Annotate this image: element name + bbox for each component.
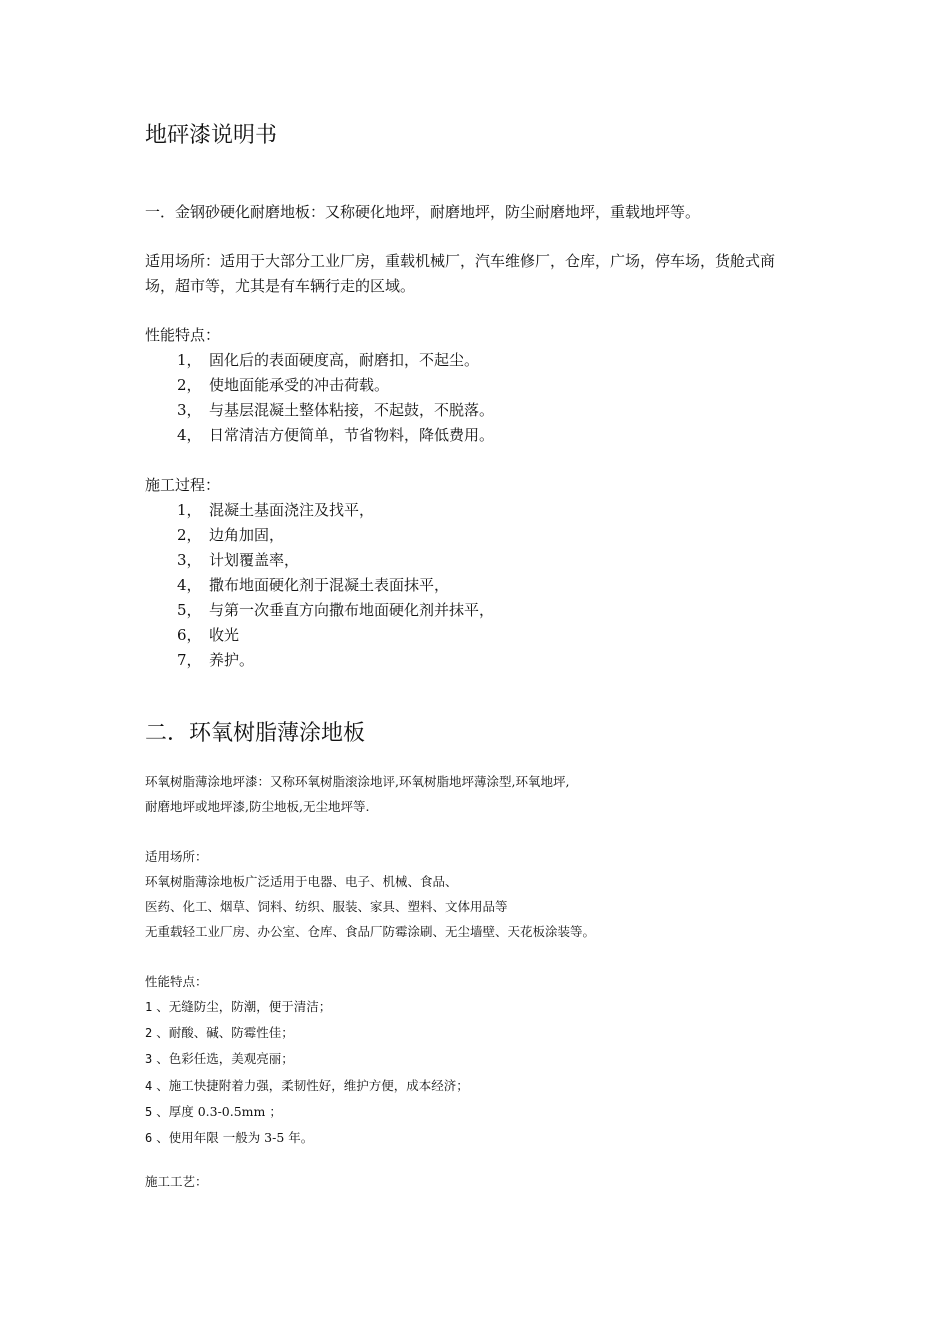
list-item: 4， 撒布地面硬化剂于混凝土表面抹平， bbox=[177, 576, 450, 594]
list-item: 6 、使用年限 一般为 3-5 年。 bbox=[145, 1130, 314, 1146]
list-item: 6， 收光 bbox=[177, 626, 240, 644]
section1-usage-line2: 场，超市等，尤其是有车辆行走的区域。 bbox=[145, 277, 416, 295]
section2-heading: 二．环氧树脂薄涂地板 bbox=[145, 721, 366, 746]
list-item: 1， 固化后的表面硬度高，耐磨扣，不起尘。 bbox=[177, 351, 480, 369]
list-item: 5， 与第一次垂直方向撒布地面硬化剂并抹平， bbox=[177, 601, 495, 619]
section1-process-list bbox=[177, 498, 494, 673]
section2-usage-line: 医药、化工、烟草、饲料、纺织、服装、家具、塑料、文体用品等 bbox=[145, 899, 508, 914]
list-item: 3， 计划覆盖率， bbox=[177, 551, 300, 569]
section2-intro-line2: 耐磨地坪或地坪漆,防尘地板,无尘地坪等. bbox=[145, 799, 370, 814]
section1-features-title: 性能特点： bbox=[145, 326, 221, 344]
list-item: 2， 使地面能承受的冲击荷载。 bbox=[177, 376, 390, 394]
section1-usage-line1: 适用场所：适用于大部分工业厂房，重载机械厂，汽车维修厂，仓库，广场，停车场，货舱式商 bbox=[145, 252, 776, 270]
list-item: 3 、色彩任选，美观亮丽； bbox=[145, 1051, 294, 1067]
list-item: 4 、施工快捷附着力强，柔韧性好，维护方便，成本经济； bbox=[145, 1077, 469, 1093]
list-item: 2 、耐酸、碱、防霉性佳； bbox=[145, 1025, 294, 1041]
section2-features-list bbox=[145, 994, 469, 1151]
section2-process-title: 施工工艺： bbox=[145, 1174, 208, 1189]
section2-intro-line1: 环氧树脂薄涂地坪漆：又称环氧树脂滚涂地评,环氧树脂地坪薄涂型,环氧地坪, bbox=[145, 774, 570, 789]
list-item: 3， 与基层混凝土整体粘接，不起鼓，不脱落。 bbox=[177, 401, 495, 419]
list-item: 7， 养护。 bbox=[177, 651, 255, 669]
section1-heading: 一．金钢砂硬化耐磨地板：又称硬化地坪，耐磨地坪，防尘耐磨地坪，重载地坪等。 bbox=[145, 203, 701, 221]
document-title: 地砰漆说明书 bbox=[145, 123, 278, 148]
section2-features-title: 性能特点： bbox=[145, 974, 208, 989]
section2-usage-title: 适用场所： bbox=[145, 849, 208, 864]
section2-usage-line: 环氧树脂薄涂地板广泛适用于电器、电子、机械、食品、 bbox=[145, 874, 458, 889]
list-item: 2， 边角加固， bbox=[177, 526, 285, 544]
list-item: 4， 日常清洁方便简单，节省物料，降低费用。 bbox=[177, 426, 495, 444]
section1-features-list bbox=[177, 348, 494, 448]
section2-usage-line: 无重载轻工业厂房、办公室、仓库、食品厂防霉涂刷、无尘墙壁、天花板涂装等。 bbox=[145, 924, 596, 939]
list-item: 5 、厚度 0.3-0.5mm ； bbox=[145, 1103, 282, 1119]
list-item: 1， 混凝土基面浇注及找平， bbox=[177, 501, 375, 519]
section1-process-title: 施工过程： bbox=[145, 476, 221, 494]
list-item: 1 、无缝防尘，防潮，便于清洁； bbox=[145, 999, 332, 1014]
